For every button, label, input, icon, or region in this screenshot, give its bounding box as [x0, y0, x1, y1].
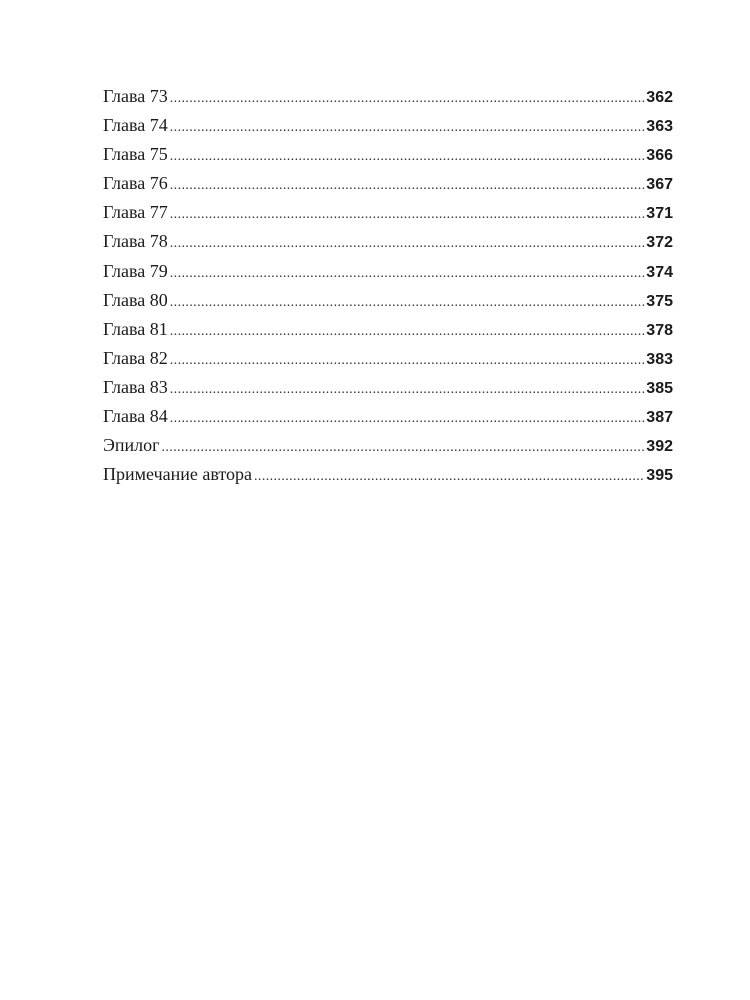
dot-leader — [170, 404, 646, 433]
toc-entry-chapter-83[interactable] — [103, 373, 673, 402]
toc-entry-chapter-81[interactable] — [103, 315, 673, 344]
toc-entry-chapter-73[interactable] — [103, 82, 673, 111]
toc-entry-chapter-76[interactable] — [103, 169, 673, 198]
toc-entry-title: Глава 82 — [103, 347, 168, 368]
toc-entry-chapter-82[interactable] — [103, 344, 673, 373]
dot-leader — [170, 113, 646, 142]
toc-entry-page-number: 362 — [646, 89, 673, 106]
toc-entry-page-number: 395 — [646, 467, 673, 485]
dot-leader — [170, 171, 646, 200]
toc-entry-page-number: 378 — [646, 321, 673, 339]
dot-leader — [170, 142, 646, 171]
dot-leader — [170, 200, 646, 229]
toc-entry-title: Глава 79 — [103, 260, 168, 281]
toc-entry-title: Глава 80 — [103, 289, 168, 310]
toc-entry-page-number: 387 — [646, 409, 673, 427]
dot-leader — [170, 288, 646, 317]
toc-entry-chapter-78[interactable] — [103, 227, 673, 256]
dot-leader — [170, 346, 646, 375]
toc-entry-epilogue[interactable] — [103, 431, 673, 460]
dot-leader — [170, 317, 646, 346]
toc-entry-title: Эпилог — [103, 435, 160, 456]
toc-entry-page-number: 374 — [646, 263, 673, 281]
toc-entry-title: Глава 76 — [103, 173, 168, 194]
toc-entry-title: Глава 74 — [103, 115, 168, 136]
toc-entry-page-number: 392 — [646, 438, 673, 456]
toc-entry-chapter-74[interactable] — [103, 111, 673, 140]
toc-entry-title: Глава 81 — [103, 318, 168, 339]
toc-entry-page-number: 366 — [646, 147, 673, 165]
toc-entry-page-number: 375 — [646, 292, 673, 310]
toc-entry-title: Глава 84 — [103, 406, 168, 427]
dot-leader — [162, 433, 646, 462]
dot-leader — [170, 229, 646, 258]
toc-entry-chapter-84[interactable] — [103, 402, 673, 431]
toc-entry-chapter-77[interactable] — [103, 198, 673, 227]
toc-entry-chapter-80[interactable] — [103, 286, 673, 315]
toc-entry-page-number: 383 — [646, 350, 673, 368]
toc-entry-title: Глава 77 — [103, 202, 168, 223]
toc-entry-title: Примечание автора — [103, 464, 253, 485]
dot-leader — [170, 84, 646, 113]
toc-entry-page-number: 367 — [646, 176, 673, 194]
toc-entry-author-note[interactable] — [103, 460, 673, 489]
toc-entry-page-number: 371 — [646, 205, 673, 223]
table-of-contents — [103, 82, 673, 489]
toc-entry-title: Глава 75 — [103, 144, 168, 165]
toc-entry-title: Глава 78 — [103, 231, 168, 252]
toc-entry-page-number: 385 — [646, 379, 673, 397]
dot-leader — [254, 462, 645, 491]
toc-entry-page-number: 372 — [646, 234, 673, 252]
toc-entry-page-number: 363 — [646, 118, 673, 136]
dot-leader — [170, 259, 646, 288]
toc-entry-title: Глава 73 — [103, 86, 168, 106]
toc-entry-chapter-79[interactable] — [103, 257, 673, 286]
dot-leader — [170, 375, 646, 404]
toc-entry-chapter-75[interactable] — [103, 140, 673, 169]
toc-entry-title: Глава 83 — [103, 376, 168, 397]
